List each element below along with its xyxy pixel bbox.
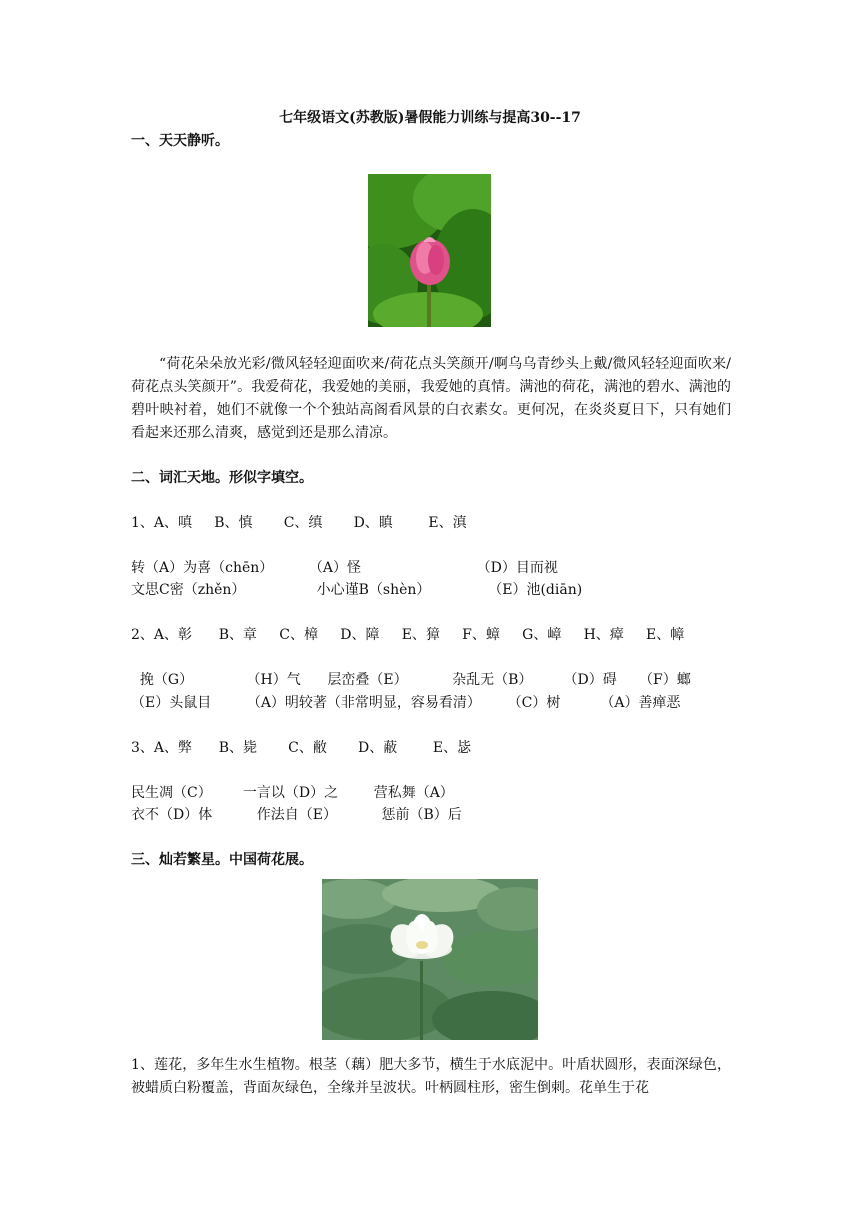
q2-options: 2、A、彰 B、章 C、樟 D、障 E、獐 F、蟑 G、嶂 H、瘴 E、幛 (131, 627, 685, 643)
section-heading-2: 二、词汇天地。形似字填空。 (131, 470, 313, 486)
q1-row2: 文思C密（zhěn） 小心谨B（shèn） （E）池(diān) (131, 582, 583, 598)
white-lotus-photo (322, 879, 538, 1040)
q3-row1: 民生凋（C） 一言以（D）之 营私舞（A） (131, 785, 454, 801)
pink-lotus-image (368, 174, 491, 327)
q3-options: 3、A、弊 B、毙 C、敝 D、蔽 E、毖 (131, 740, 472, 756)
white-lotus-image (322, 879, 538, 1040)
q3-row2: 衣不（D）体 作法自（E） 惩前（B）后 (131, 807, 462, 823)
lotus-intro-paragraph: “荷花朵朵放光彩/微风轻轻迎面吹来/荷花点头笑颜开/啊乌乌青纱头上戴/微风轻轻迎面吹来/荷花点头笑颜开”。我爱荷花，我爱她的美丽，我爱她的真情。满池的荷花，满池的碧水、满池的碧叶映衬着，她们不就像一个个独站高阁看风景的白衣素女。更何况，在炎炎夏日下，只有她们看起来还那么清爽，感觉到还是那么清凉。 (131, 356, 731, 441)
section-heading-3: 三、灿若繁星。中国荷花展。 (131, 852, 313, 868)
q2-row2: （E）头鼠目 （A）明较著（非常明显，容易看清） （C）树 （A）善瘅恶 (131, 695, 681, 711)
q1-options: 1、A、嗔 B、慎 C、缜 D、瞋 E、滇 (131, 515, 467, 531)
q2-row1: 挽（G） （H）气 层峦叠（E） 杂乱无（B） （D）碍 （F）螂 (131, 672, 691, 688)
pink-lotus-photo (368, 174, 491, 327)
page-title: 七年级语文(苏教版)暑假能力训练与提高30--17 (279, 110, 581, 126)
lotus-description-paragraph: 1、莲花，多年生水生植物。根茎（藕）肥大多节，横生于水底泥中。叶盾状圆形，表面深绿色，被蜡质白粉覆盖，背面灰绿色，全缘并呈波状。叶柄圆柱形，密生倒刺。花单生于花 (131, 1057, 731, 1096)
q1-row1: 转（A）为喜（chēn） （A）怪 （D）目而视 (131, 560, 558, 576)
section-heading-1: 一、天天静听。 (131, 133, 229, 149)
